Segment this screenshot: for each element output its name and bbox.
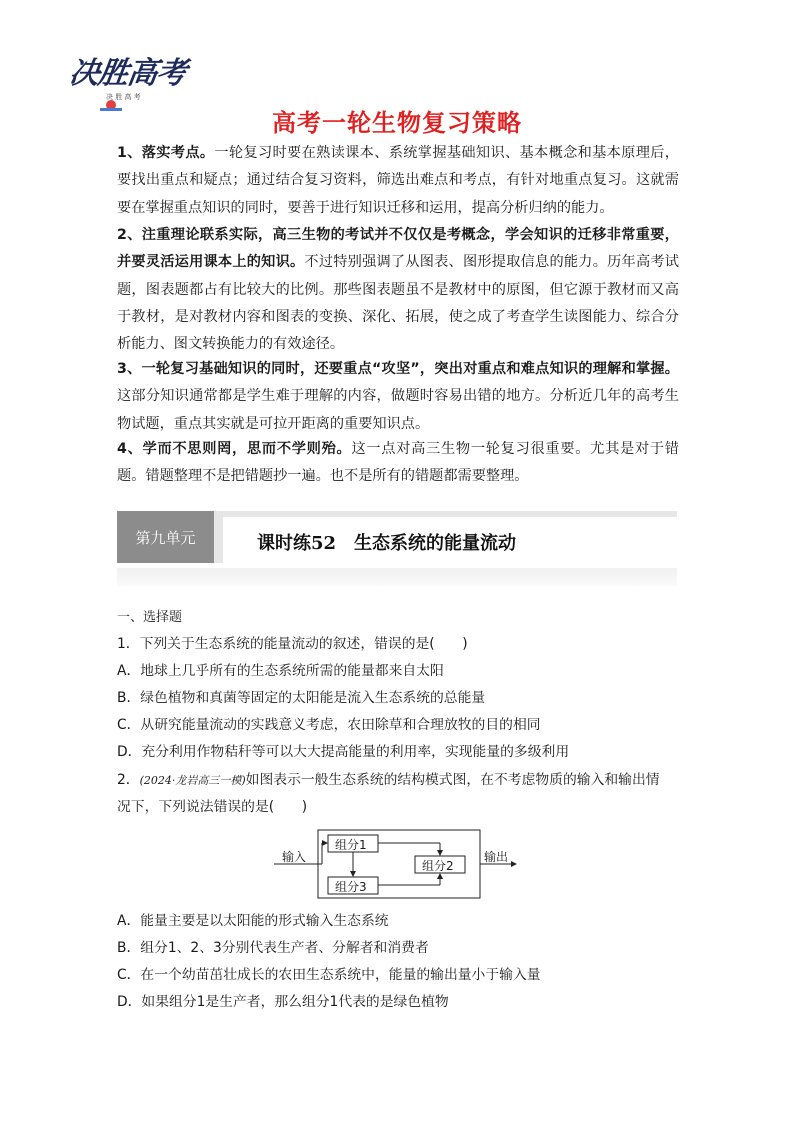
question-2: [117, 767, 683, 821]
component-2-label: 组分2: [422, 859, 454, 873]
diagram-output-label: 输出: [484, 850, 509, 864]
strategy-lead: 1、落实考点。: [117, 145, 215, 161]
diagram-input-label: 输入: [282, 850, 307, 864]
lesson-banner: [117, 511, 677, 575]
strategy-lead: 2、注重理论联系实际，高三生物的考试并不仅仅是考概念，学会知识的迁移非常重要，并要灵活运用课本上的知识。: [117, 227, 679, 271]
banner-strip: [117, 568, 677, 586]
strategy-lead: 3、一轮复习基础知识的同时，还要重点“攻坚”，突出对重点和难点知识的理解和掌握。: [117, 361, 679, 377]
option-b: B．绿色植物和真菌等固定的太阳能是流入生态系统的总能量: [117, 690, 486, 706]
option-d: D．充分利用作物秸秆等可以大大提高能量的利用率，实现能量的多级利用: [117, 744, 570, 760]
strategy-paragraph-2: [117, 222, 679, 358]
strategy-body: 这部分知识通常都是学生难于理解的内容，做题时容易出错的地方。分析近几年的高考生物试题，重点其实就是可拉开距离的重要知识点。: [117, 388, 679, 432]
strategy-paragraph-1: [117, 140, 679, 222]
component-3-label: 组分3: [335, 880, 367, 894]
option-b: B．组分1、2、3分别代表生产者、分解者和消费者: [117, 940, 429, 956]
option-c: C．从研究能量流动的实践意义考虑，农田除草和合理放牧的目的相同: [117, 717, 541, 733]
strategy-body: 一轮复习时要在熟读课本、系统掌握基础知识、基本概念和基本原理后，要找出重点和疑点；通过结合复习资料，筛选出难点和考点，有针对地重点复习。这就需要在掌握重点知识的同时，要善于进行知识迁移和运用，提高分析归纳的能力。: [117, 145, 679, 216]
option-a: A．地球上几乎所有的生态系统所需的能量都来自太阳: [117, 663, 444, 679]
ecosystem-diagram: [272, 826, 522, 902]
question-stem-a: 如图表示一般生态系统的结构模式图，在不考虑物质的输入和输出情: [245, 772, 660, 788]
question-stem: 1．下列关于生态系统的能量流动的叙述，错误的是( ): [117, 636, 468, 652]
section-heading: 一、选择题: [117, 610, 183, 625]
strategy-body: 不过特别强调了从图表、图形提取信息的能力。历年高考试题，图表题都占有比较大的比例。那些图表题虽不是教材中的原图，但它源于教材而又高于教材，是对教材内容和图表的变换、深化、拓展，使之成了考查学生读图能力、综合分析能力、图文转换能力的有效途径。: [117, 254, 679, 353]
question-source: (2024·龙岩高三一模): [139, 774, 246, 787]
option-d: D．如果组分1是生产者，那么组分1代表的是绿色植物: [117, 994, 449, 1010]
strategy-paragraph-3: [117, 356, 679, 438]
question-number: 2．: [117, 772, 140, 788]
option-a: A．能量主要是以太阳能的形式输入生态系统: [117, 913, 389, 929]
option-c: C．在一个幼苗茁壮成长的农田生态系统中，能量的输出量小于输入量: [117, 967, 541, 983]
question-stem: [117, 767, 683, 794]
unit-label: 第九单元: [117, 511, 214, 563]
lesson-box: [223, 517, 677, 563]
question-1: [117, 631, 683, 766]
logo-subtext: 决 胜 高 考: [106, 93, 141, 101]
strategy-lead: 4、学而不思则罔，思而不学则殆。: [117, 441, 352, 457]
question-stem-b: 况下，下列说法错误的是( ): [117, 799, 308, 815]
strategy-paragraph-4: [117, 436, 679, 491]
logo-text: 决胜高考: [67, 56, 188, 91]
page-title: 高考一轮生物复习策略: [272, 109, 522, 137]
strategy-body: 这一点对高三生物一轮复习很重要。尤其是对于错题。错题整理不是把错题抄一遍。也不是所有的错题都需要整理。: [117, 441, 679, 485]
component-1-label: 组分1: [335, 838, 367, 852]
lesson-title: 课时练52 生态系统的能量流动: [257, 533, 517, 554]
question-2-options: [117, 908, 683, 1016]
